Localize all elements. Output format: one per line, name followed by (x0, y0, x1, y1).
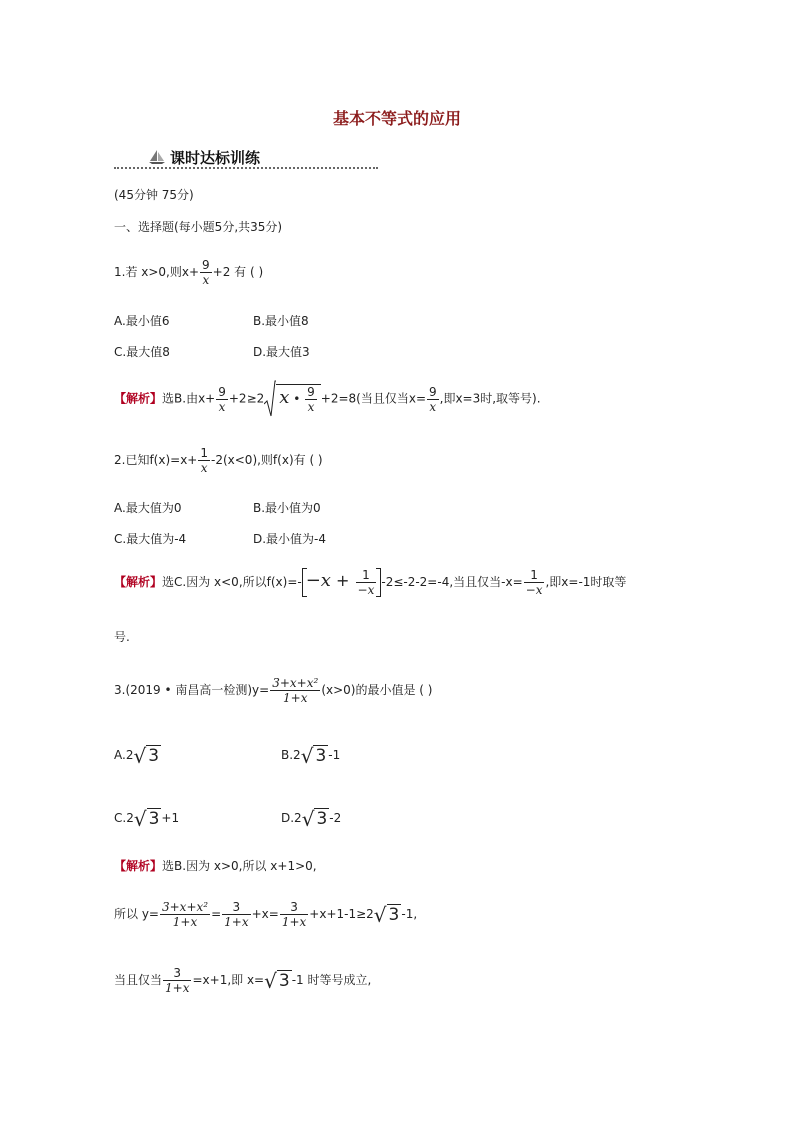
solution-2-wrap: 号. (114, 630, 130, 644)
option-1d: D.最大值3 (253, 345, 310, 359)
question-3: 3.(2019 • 南昌高一检测)y= $\frac{\text{3+x+x²}}{1+x}$ (x>0)的最小值是 ( ) (114, 676, 433, 705)
option-1a: A.最小值6 (114, 314, 170, 328)
option-2a: A.最大值为0 (114, 501, 182, 515)
bracket-expression: −x + $\frac{1}{-x}$ (302, 568, 382, 597)
square-root: √ 3 (301, 806, 328, 831)
solution-tag: 【解析】 (114, 391, 163, 406)
document-title: 基本不等式的应用 (332, 109, 461, 128)
square-root: √ 3 (264, 968, 290, 993)
square-root: √ 3 (300, 743, 327, 768)
option-2c: C.最大值为-4 (114, 532, 187, 546)
time-score: (45分钟 75分) (114, 188, 194, 202)
square-root: x • $\frac{9}{x}$ (264, 380, 321, 418)
solution-3-line-2: 所以 y= $\frac{\text{3+x+x²}}{1+x}$ = $\frac{3}{1+x}$ +x= $\frac{3}{1+x}$ +x+1-1≥2√ 3 -1, (114, 900, 418, 929)
question-2: 2.已知f(x)=x+ $\frac{1}{x}$ -2(x<0),则f(x)有 ( ) (114, 446, 323, 475)
square-root: √ 3 (133, 806, 160, 831)
solution-3: 【解析】选B.因为 x>0,所以 x+1>0, (114, 859, 317, 873)
solution-1: 【解析】选B.由x+ $\frac{9}{x}$ +2≥2 x • $\frac{9}{x}$ +2=8(当且仅当x= $\frac{9}{x}$ ,即x=3时,取等号). (114, 380, 541, 418)
square-root: √ 3 (373, 902, 400, 927)
option-2b: B.最小值为0 (253, 501, 321, 515)
sailboat-icon (148, 149, 166, 169)
option-1c: C.最大值8 (114, 345, 170, 359)
solution-3-line-3: 当且仅当 $\frac{3}{1+x}$ =x+1,即 x=√ 3 -1 时等号成立, (114, 966, 372, 995)
square-root: √ 3 (133, 743, 160, 768)
fraction: $\frac{9}{x}$ (202, 258, 210, 287)
option-3d: D.2√ 3 -2 (281, 806, 342, 831)
section-divider (114, 167, 378, 169)
solution-2: 【解析】选C.因为 x<0,所以f(x)=- −x + $\frac{1}{-x}$ -2≤-2-2=-4,当且仅当-x= $\frac{1}{-x}$ ,即x=-1时取等 (114, 568, 627, 597)
section-heading (148, 147, 260, 169)
option-3b: B.2√ 3 -1 (281, 743, 341, 768)
part-heading: 一、选择题(每小题5分,共35分) (114, 220, 283, 234)
option-3a: A.2√ 3 (114, 743, 160, 768)
option-1b: B.最小值8 (253, 314, 309, 328)
question-1: 1.若 x>0,则x+ $\frac{9}{x}$ +2 有 ( ) (114, 258, 264, 287)
option-2d: D.最小值为-4 (253, 532, 327, 546)
section-heading-text: 课时达标训练 (170, 149, 261, 167)
option-3c: C.2√ 3 +1 (114, 806, 180, 831)
